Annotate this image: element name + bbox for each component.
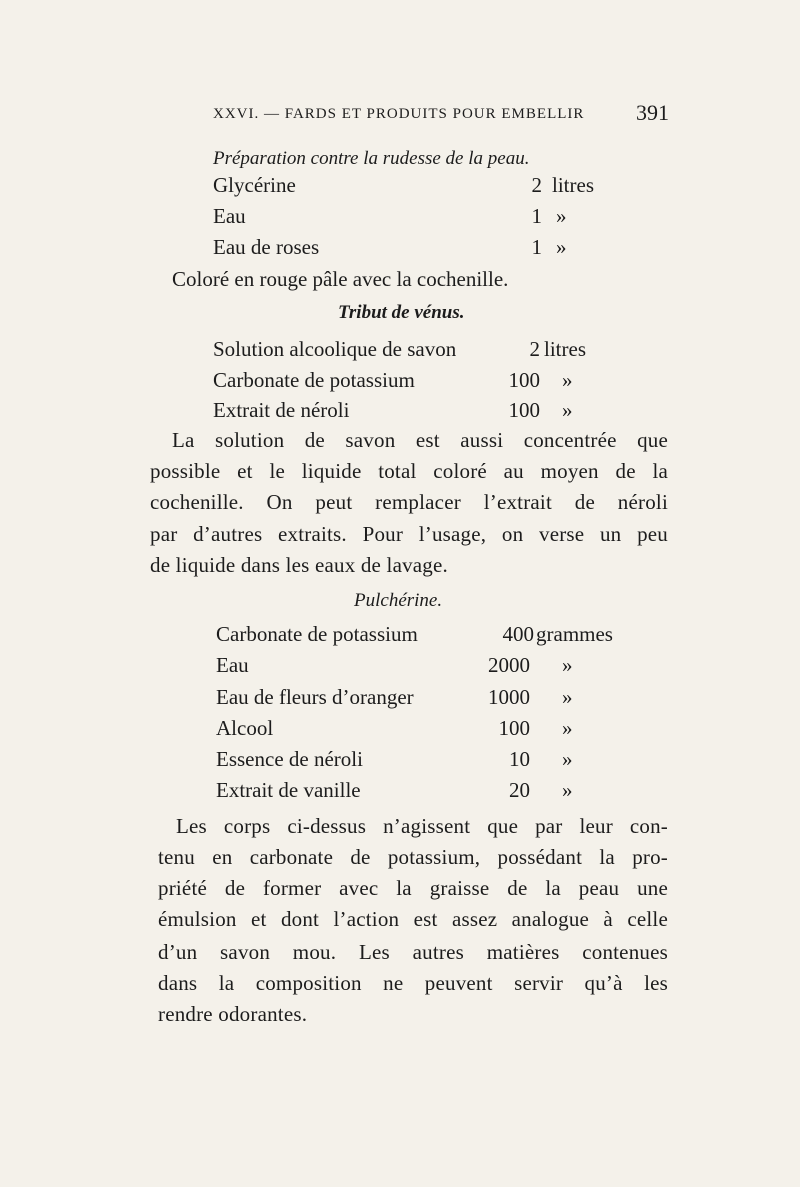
ingredient-name: Extrait de vanille	[216, 778, 361, 802]
ingredient-unit: »	[562, 653, 573, 677]
ingredient-unit: »	[556, 235, 567, 259]
ingredient-quantity: 100	[508, 368, 540, 392]
paragraph-line: émulsion et dont l’action est assez analogue à celle	[158, 907, 668, 931]
ingredient-unit: litres	[544, 337, 586, 361]
ingredient-quantity: 20	[509, 778, 530, 802]
ingredient-name: Alcool	[216, 716, 274, 740]
ingredient-unit: litres	[552, 173, 594, 197]
paragraph-line: Les corps ci-dessus n’agissent que par leur con-	[176, 814, 668, 838]
paragraph-line: rendre odorantes.	[158, 1002, 308, 1026]
running-title: XXVI. — FARDS ET PRODUITS POUR EMBELLIR	[213, 106, 585, 122]
ingredient-quantity: 1	[531, 235, 542, 259]
ingredient-name: Eau	[213, 204, 246, 228]
ingredient-name: Eau de fleurs d’oranger	[216, 685, 414, 709]
ingredient-unit: grammes	[536, 622, 613, 646]
ingredient-name: Extrait de néroli	[213, 398, 350, 422]
ingredient-name: Glycérine	[213, 173, 296, 197]
ingredient-quantity: 2	[529, 337, 540, 361]
ingredient-quantity: 2000	[488, 653, 530, 677]
ingredient-name: Eau de roses	[213, 235, 320, 259]
paragraph-line: de liquide dans les eaux de lavage.	[150, 553, 448, 577]
recipe-note: Coloré en rouge pâle avec la cochenille.	[172, 267, 509, 291]
ingredient-name: Carbonate de potassium	[216, 622, 418, 646]
ingredient-name: Essence de néroli	[216, 747, 363, 771]
paragraph-line: d’un savon mou. Les autres matières contenues	[158, 940, 668, 964]
ingredient-quantity: 100	[508, 398, 540, 422]
running-header	[213, 100, 669, 128]
ingredient-quantity: 10	[509, 747, 530, 771]
page-number: 391	[636, 100, 669, 125]
ingredient-quantity: 100	[498, 716, 530, 740]
paragraph-line: tenu en carbonate de potassium, possédant la pro-	[158, 845, 668, 869]
ingredient-unit: »	[562, 398, 573, 422]
paragraph-line: dans la composition ne peuvent servir qu’à les	[158, 971, 668, 995]
paragraph-line: possible et le liquide total coloré au moyen de la	[150, 459, 668, 483]
ingredient-unit: »	[562, 368, 573, 392]
ingredient-quantity: 1000	[488, 685, 530, 709]
paragraph-line: cochenille. On peut remplacer l’extrait de néroli	[150, 490, 668, 514]
ingredient-unit: »	[562, 685, 573, 709]
ingredient-unit: »	[556, 204, 567, 228]
ingredient-quantity: 2	[531, 173, 542, 197]
ingredient-name: Solution alcoolique de savon	[213, 337, 457, 361]
ingredient-quantity: 400	[502, 622, 534, 646]
ingredient-unit: »	[562, 778, 573, 802]
recipe-title-pulcherine: Pulchérine.	[354, 590, 443, 611]
paragraph-line: priété de former avec la graisse de la peau une	[158, 876, 668, 900]
paragraph-line: La solution de savon est aussi concentrée que	[172, 428, 668, 452]
ingredient-quantity: 1	[531, 204, 542, 228]
recipe-title-rudesse: Préparation contre la rudesse de la peau.	[213, 148, 530, 169]
ingredient-unit: »	[562, 747, 573, 771]
paragraph-line: par d’autres extraits. Pour l’usage, on verse un peu	[150, 522, 668, 546]
recipe-title-tribut: Tribut de vénus.	[338, 302, 465, 323]
ingredient-name: Carbonate de potassium	[213, 368, 415, 392]
ingredient-name: Eau	[216, 653, 249, 677]
ingredient-unit: »	[562, 716, 573, 740]
